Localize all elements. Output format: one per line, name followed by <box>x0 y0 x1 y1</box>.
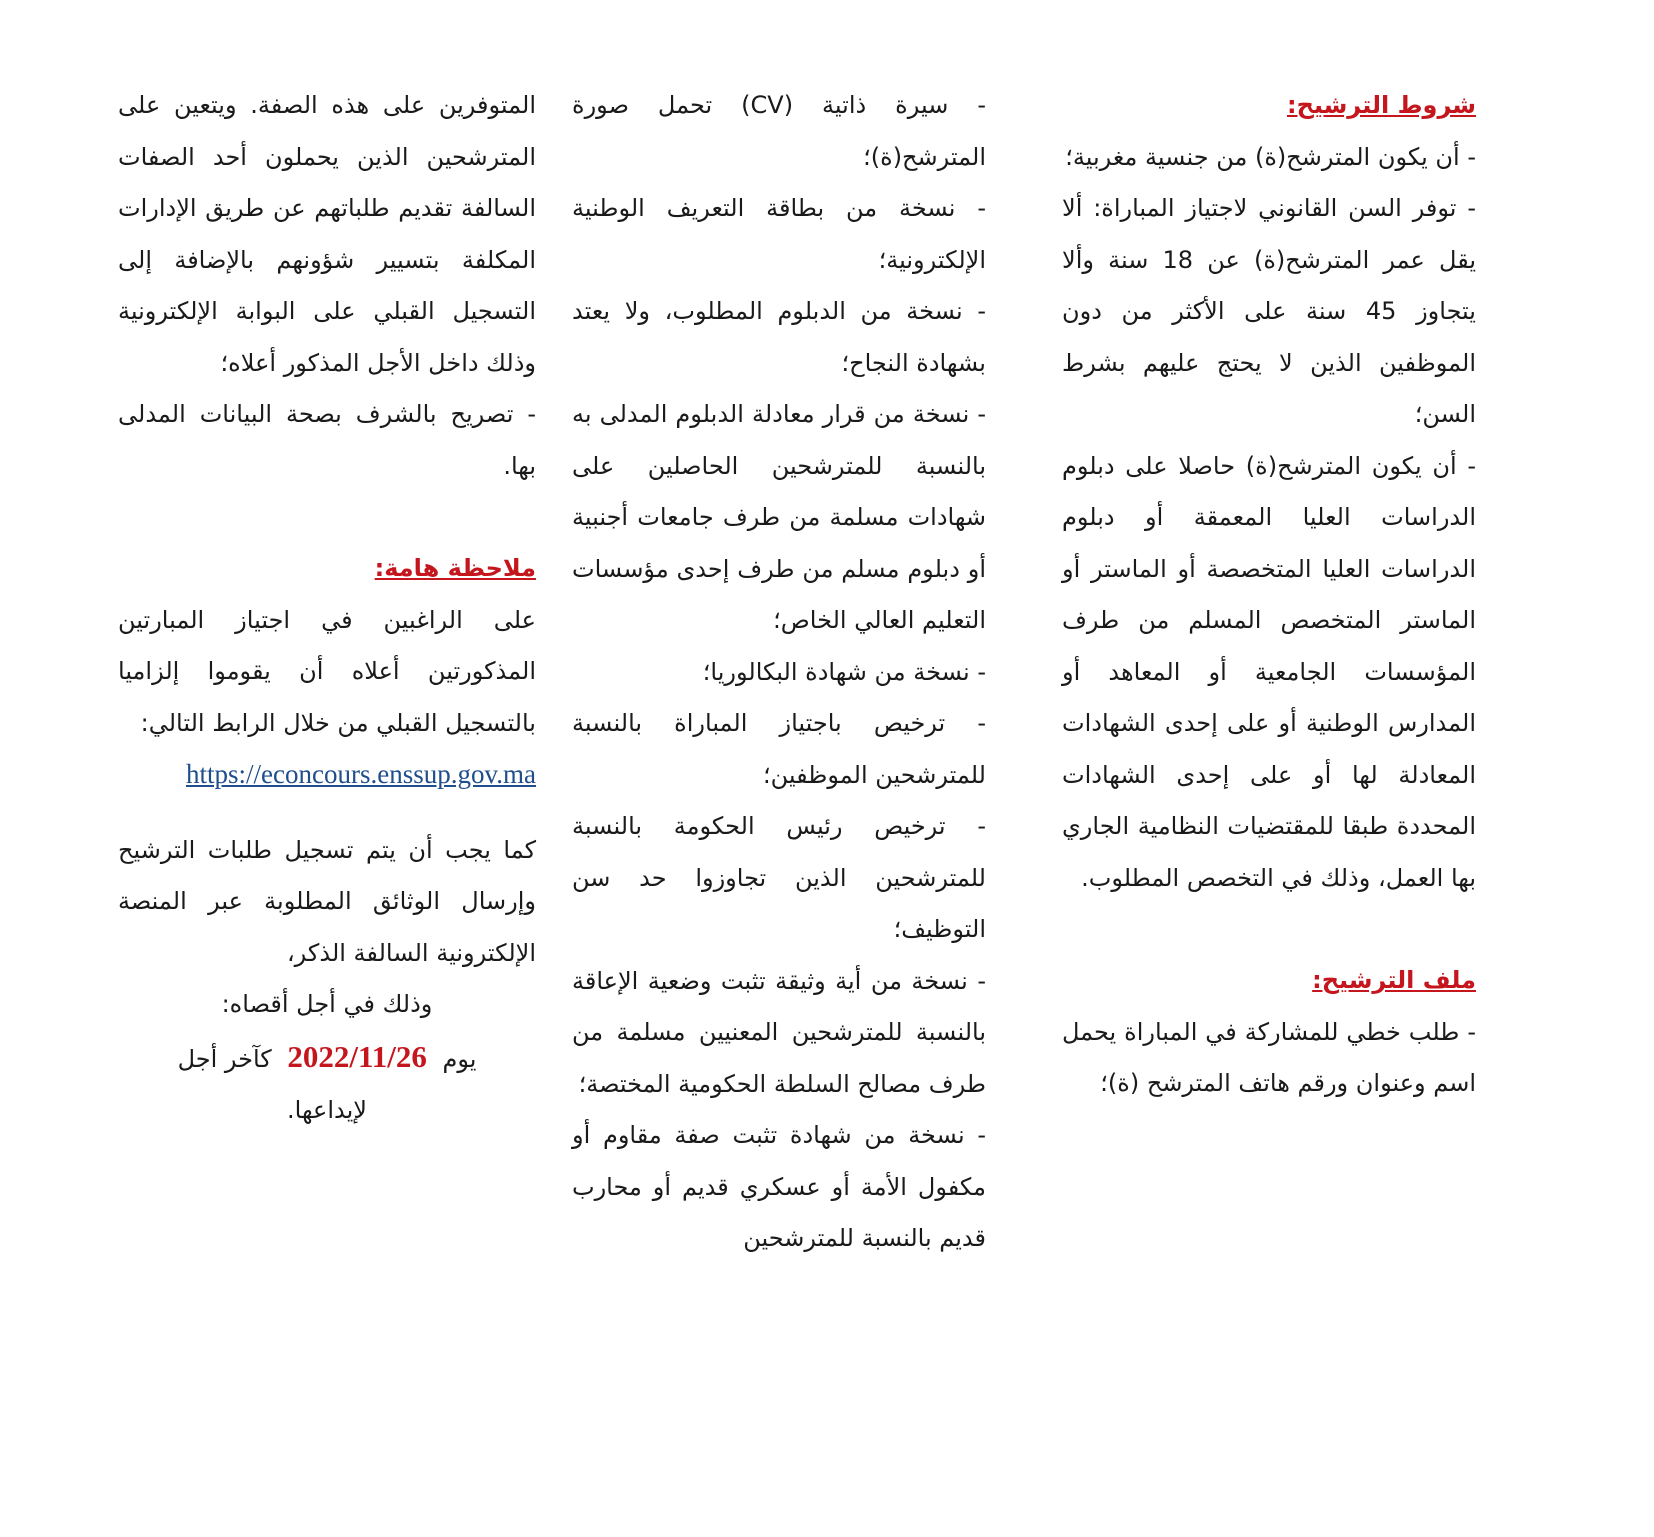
file-item-veteran-continued: المتوفرين على هذه الصفة. ويتعين على المترشحين الذين يحملون أحد الصفات السالفة تقديم طلباتهم عن طريق الإدارات المكلفة بتسيير شؤونهم بالإضافة إلى التسجيل القبلي على البوابة الإلكترونية وذلك داخل الأجل المذكور أعلاه؛ <box>118 91 536 377</box>
column-middle <box>572 80 986 1265</box>
column-right <box>1062 80 1476 1110</box>
file-item-baccalaureate: - نسخة من شهادة البكالوريا؛ <box>702 657 986 686</box>
deadline-date: 2022/11/26 <box>287 1038 427 1074</box>
registration-link[interactable]: https://econcours.enssup.gov.ma <box>186 759 536 789</box>
conditions-heading: شروط الترشيح: <box>1287 91 1476 119</box>
note-heading: ملاحظة هامة: <box>374 554 536 582</box>
file-item-veteran: - نسخة من شهادة تثبت صفة مقاوم أو مكفول الأمة أو عسكري قديم أو محارب قديم بالنسبة للمترشحين <box>572 1121 986 1252</box>
file-item-diploma-copy: - نسخة من الدبلوم المطلوب، ولا يعتد بشهادة النجاح؛ <box>572 297 986 377</box>
file-item-declaration: - تصريح بالشرف بصحة البيانات المدلى بها. <box>118 400 536 480</box>
deadline-closing: لإيداعها. <box>287 1096 367 1124</box>
file-item-disability: - نسخة من أية وثيقة تثبت وضعية الإعاقة بالنسبة للمترشحين المعنيين مسلمة من طرف مصالح السلطة الحكومية المختصة؛ <box>572 966 986 1098</box>
day-label: يوم <box>442 1044 477 1073</box>
deadline-line <box>118 1031 536 1086</box>
note-text: على الراغبين في اجتياز المبارتين المذكورتين أعلاه أن يقوموا إلزاميا بالتسجيل القبلي من خلال الرابط التالي: <box>118 605 536 737</box>
last-label: كآخر أجل <box>177 1044 272 1073</box>
file-item-employee-permit: - ترخيص باجتياز المباراة بالنسبة للمترشحين الموظفين؛ <box>572 709 986 789</box>
deadline-text: كما يجب أن يتم تسجيل طلبات الترشيح وإرسال الوثائق المطلوبة عبر المنصة الإلكترونية السالفة الذكر، <box>118 835 536 967</box>
file-item-id-card: - نسخة من بطاقة التعريف الوطنية الإلكترونية؛ <box>572 194 986 274</box>
file-heading: ملف الترشيح: <box>1312 966 1476 994</box>
condition-age: - توفر السن القانوني لاجتياز المباراة: ألا يقل عمر المترشح(ة) عن 18 سنة وألا يتجاوز 45 سنة على الأكثر من دون الموظفين الذين لا يحتج عليهم بشرط السن؛ <box>1062 194 1477 428</box>
file-item-request: - طلب خطي للمشاركة في المباراة يحمل اسم وعنوان ورقم هاتف المترشح (ة)؛ <box>1062 1017 1476 1097</box>
column-left <box>118 80 536 1137</box>
file-item-cv: - سيرة ذاتية (CV) تحمل صورة المترشح(ة)؛ <box>572 91 986 171</box>
file-item-government-permit: - ترخيص رئيس الحكومة بالنسبة للمترشحين الذين تجاوزوا حد سن التوظيف؛ <box>572 812 986 943</box>
condition-nationality: - أن يكون المترشح(ة) من جنسية مغربية؛ <box>1065 142 1476 171</box>
file-item-equivalence: - نسخة من قرار معادلة الدبلوم المدلى به بالنسبة للمترشحين الحاصلين على شهادات مسلمة من طرف جامعات أجنبية أو دبلوم مسلم من طرف إحدى مؤسسات التعليم العالي الخاص؛ <box>572 400 986 634</box>
deadline-intro: وذلك في أجل أقصاه: <box>221 990 433 1018</box>
condition-diploma: - أن يكون المترشح(ة) حاصلا على دبلوم الدراسات العليا المعمقة أو دبلوم الدراسات العليا المتخصصة أو الماستر أو الماستر المتخصص المسلم من طرف المؤسسات الجامعية أو المعاهد أو المدارس الوطنية أو على إحدى الشهادات المعادلة لها أو على إحدى الشهادات المحددة طبقا للمقتضيات النظامية الجاري بها العمل، وذلك في التخصص المطلوب. <box>1062 451 1476 892</box>
